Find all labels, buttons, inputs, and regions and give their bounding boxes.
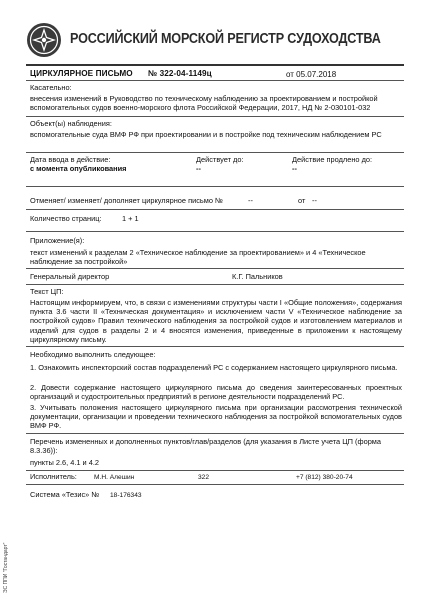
cancels-from-value: -- (312, 196, 317, 205)
changed-list-value: пункты 2.6, 4.1 и 4.2 (30, 458, 100, 467)
entry-date-label: Дата ввода в действие: (30, 155, 111, 164)
executor-name: М.Н. Алешин (94, 474, 135, 481)
header-divider (26, 64, 404, 66)
action-item: 1. Ознакомить инспекторский состав подразделений РС с содержанием настоящего циркулярного письма. (30, 363, 398, 372)
executor-code: 322 (198, 474, 210, 481)
divider (26, 116, 404, 117)
objects-text: вспомогательные суда ВМФ РФ при проектировании и в постройке под техническим наблюдением РС (30, 130, 382, 139)
rs-emblem-icon (26, 22, 62, 58)
divider (26, 152, 404, 153)
letter-date: от 05.07.2018 (286, 70, 337, 79)
action-item: 3. Учитывать положения настоящего циркулярного письма при организации рассмотрения технической документации, организации и проведении технического наблюдения за постройкой вспомогательных судов ВМФ РФ. (30, 403, 402, 431)
divider (26, 470, 404, 471)
body-label: Текст ЦП: (30, 287, 64, 296)
valid-until-value: -- (196, 164, 201, 173)
cancels-number: -- (248, 196, 253, 205)
divider (26, 209, 404, 210)
executor-label: Исполнитель: (30, 472, 77, 481)
changed-list-label: Перечень измененных и дополненных пунктов/глав/разделов (для указания в Листе учета ЦП (форма 8.3.36)): (30, 437, 382, 456)
divider (26, 484, 404, 485)
action-item: 2. Довести содержание настоящего циркулярного письма до сведения заинтересованных проектных организаций и судостроительных предприятий в регионе деятельности подразделений РС. (30, 383, 402, 402)
letter-type: ЦИРКУЛЯРНОЕ ПИСЬМО (30, 69, 133, 78)
divider (26, 346, 404, 347)
subject-label: Касательно: (30, 83, 72, 92)
extended-until-label: Действие продлено до: (292, 155, 373, 164)
pages-label: Количество страниц: (30, 214, 102, 223)
attachments-label: Приложение(я): (30, 236, 85, 245)
extended-until-value: -- (292, 164, 297, 173)
entry-date-value: с момента опубликования (30, 164, 127, 173)
divider (26, 433, 404, 434)
pages-value: 1 + 1 (122, 214, 139, 223)
objects-label: Объект(ы) наблюдения: (30, 119, 112, 128)
cancels-from-label: от (298, 196, 306, 205)
actions-label: Необходимо выполнить следующее: (30, 350, 156, 359)
body-text: Настоящим информируем, что, в связи с изменениями структуры части I «Общие положения», содержания пункта 3.6 части II «Техническая документация» и исключением части V «Техническое наблюдение за постройкой судов» Правил технического наблюдения за постройкой судов и изготовлением материалов и изделий для судов в разделы 2 и 4 вносятся изменения, приведенные в приложении к настоящему циркулярному письму. (30, 298, 402, 344)
divider (26, 80, 404, 81)
divider (26, 231, 404, 232)
system-number: 18-176343 (110, 492, 142, 499)
cancels-label: Отменяет/ изменяет/ дополняет циркулярное письмо № (30, 196, 223, 205)
stamp-text: ЭС ППИ "Гостандарт" (3, 542, 9, 593)
signatory-name: К.Г. Пальников (232, 272, 283, 281)
signatory-position: Генеральный директор (30, 272, 110, 281)
org-title: РОССИЙСКИЙ МОРСКОЙ РЕГИСТР СУДОХОДСТВА (70, 30, 381, 47)
divider (26, 284, 404, 285)
attachments-text: текст изменений к разделам 2 «Техническое наблюдение за проектированием» и 4 «Техническое наблюдение за постройкой» (30, 248, 366, 267)
side-stamp (3, 505, 11, 595)
executor-phone: +7 (812) 380-20-74 (296, 474, 353, 481)
subject-text: внесения изменений в Руководство по техническому наблюдению за проектированием и постройкой вспомогательных судов военно-морского флота Российской Федерации, 2017, НД № 2-030101-032 (30, 94, 378, 113)
letter-number: № 322-04-1149ц (148, 69, 212, 78)
system-label: Система «Тезис» № (30, 490, 100, 499)
divider (26, 186, 404, 187)
valid-until-label: Действует до: (196, 155, 244, 164)
divider (26, 268, 404, 269)
